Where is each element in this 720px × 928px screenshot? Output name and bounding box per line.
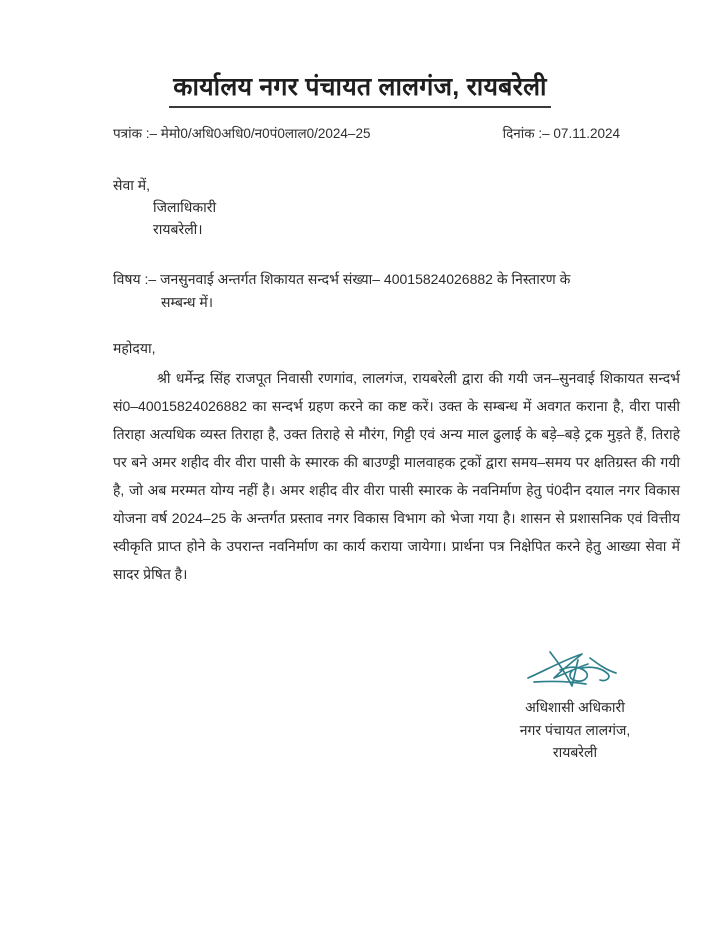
addressee-salutation: सेवा में, (113, 177, 151, 194)
signatory-details (470, 696, 680, 764)
body-paragraph (113, 364, 680, 588)
signatory-office: नगर पंचायत लालगंज, (519, 721, 631, 738)
reference-date-row (113, 124, 662, 142)
subject-label: विषय :– (113, 271, 157, 288)
reference-number (113, 124, 370, 142)
signatory-designation: अधिशासी अधिकारी (525, 699, 625, 715)
page-title: कार्यालय नगर पंचायत लालगंज, रायबरेली (169, 72, 550, 108)
date-label: दिनांक :– (502, 126, 550, 142)
document-date (503, 124, 662, 142)
reference-label: पत्रांक :– (113, 126, 157, 142)
body-text: श्री धर्मेन्द्र सिंह राजपूत निवासी रणगांव, लालगंज, रायबरेली द्वारा की गयी जन–सुनवाई शिकायत सन्दर्भ सं0–40015824026882 का सन्दर्भ ग्रहण करने का कष्ट करें। उक्त के सम्बन्ध में अवगत कराना है, वीरा पासी तिराहा अत्यधिक व्यस्त तिराहा है, उक्त तिराहे से मौरंग, गिट्टी एवं अन्य माल ढुलाई के बड़े–बड़े ट्रक मुड़ते हैं, तिराहे पर बने अमर शहीद वीर वीरा पासी के स्मारक की बाउण्ड्री मालवाहक ट्रकों द्वारा समय–समय पर क्षतिग्रस्त की गयी है, जो अब मरम्मत योग्य नहीं है। अमर शहीद वीर वीरा पासी स्मारक के नवनिर्माण हेतु पं0दीन दयाल नगर विकास योजना वर्ष 2024–25 के अन्तर्गत प्रस्ताव नगर विकास विभाग को भेजा गया है। शासन से प्रशासनिक एवं वित्तीय स्वीकृति प्राप्त होने के उपरान्त नवनिर्माण का कार्य कराया जायेगा। प्रार्थना पत्र निक्षेपित करने हेतु आख्या सेवा में सादर प्रेषित है। (113, 370, 680, 583)
handwritten-signature (470, 648, 680, 694)
signature-block (470, 648, 680, 764)
signatory-place: रायबरेली (552, 744, 598, 761)
addressee-block (113, 175, 720, 240)
addressee-place: रायबरेली। (153, 220, 203, 237)
addressee-designation: जिलाधिकारी (153, 198, 217, 215)
subject-line-2: सम्बन्ध में। (161, 293, 214, 310)
subject-line-1 (113, 268, 672, 290)
letterhead (0, 0, 720, 108)
subject-block (113, 268, 672, 313)
reference-value: मेमो0/अधि0अधि0/न0पं0लाल0/2024–25 (160, 126, 371, 142)
subject-text: जनसुनवाई अन्तर्गत शिकायत सन्दर्भ संख्या– 40015824026882 के निस्तारण के (160, 271, 571, 288)
body-salutation: महोदया, (113, 340, 156, 357)
date-value: 07.11.2024 (553, 126, 620, 142)
